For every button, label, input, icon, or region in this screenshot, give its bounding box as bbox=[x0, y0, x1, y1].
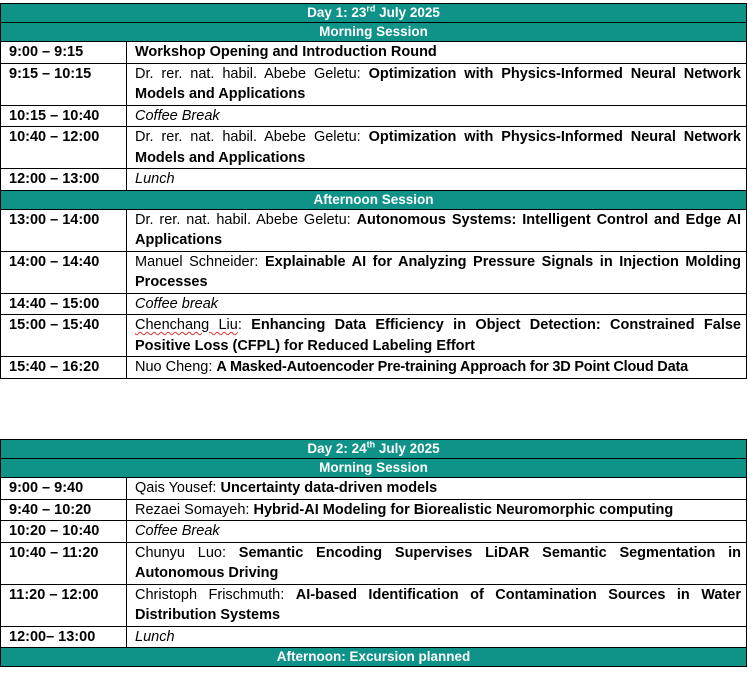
schedule-row bbox=[1, 584, 747, 626]
schedule-row bbox=[1, 293, 747, 315]
talk-cell: Dr. rer. nat. habil. Abebe Geletu: Optimization with Physics-Informed Neural Network Models and Applications bbox=[127, 127, 747, 169]
time-cell: 9:15 – 10:15 bbox=[1, 63, 127, 105]
speaker-name: Qais Yousef bbox=[135, 480, 213, 496]
talk-cell: Chenchang Liu: Enhancing Data Efficiency in Object Detection: Constrained False Positive Loss (CFPL) for Reduced Labeling Effort bbox=[127, 315, 747, 357]
time-cell: 15:00 – 15:40 bbox=[1, 315, 127, 357]
talk-title: Workshop Opening and Introduction Round bbox=[127, 42, 747, 64]
speaker-name: Chunyu Luo bbox=[135, 544, 222, 561]
schedule-row bbox=[1, 105, 747, 127]
break-note: Coffee Break bbox=[127, 521, 747, 543]
speaker-name: Nuo Cheng bbox=[135, 359, 209, 375]
schedule-row bbox=[1, 42, 747, 64]
speaker-name: Manuel Schneider bbox=[135, 253, 255, 270]
break-note: Lunch bbox=[127, 626, 747, 648]
time-cell: 14:00 – 14:40 bbox=[1, 251, 127, 293]
day1-morning-band bbox=[1, 23, 747, 42]
talk-title: Optimization with Physics-Informed Neural Network Models and Applications bbox=[135, 65, 741, 102]
time-cell: 9:00 – 9:40 bbox=[1, 478, 127, 500]
break-note: Lunch bbox=[127, 169, 747, 191]
time-cell: 15:40 – 16:20 bbox=[1, 357, 127, 379]
speaker-name: Rezaei Somayeh bbox=[135, 501, 246, 518]
schedule-row bbox=[1, 521, 747, 543]
day1-header-row bbox=[1, 4, 747, 23]
talk-title: A Masked-Autoencoder Pre-training Approach for 3D Point Cloud Data bbox=[216, 359, 688, 375]
talk-cell: Dr. rer. nat. habil. Abebe Geletu: Optimization with Physics-Informed Neural Network Models and Applications bbox=[127, 63, 747, 105]
talk-title: Enhancing Data Efficiency in Object Detection: Constrained False Positive Loss (CFPL) for Reduced Labeling Effort bbox=[135, 317, 741, 354]
schedule-row bbox=[1, 251, 747, 293]
speaker-name: Dr. rer. nat. habil. Abebe Geletu bbox=[135, 129, 357, 145]
talk-title: Autonomous Systems: Intelligent Control and Edge AI Applications bbox=[135, 211, 741, 248]
time-cell: 10:40 – 12:00 bbox=[1, 127, 127, 169]
schedule-row bbox=[1, 499, 747, 521]
time-cell: 11:20 – 12:00 bbox=[1, 584, 127, 626]
break-note: Coffee break bbox=[127, 293, 747, 315]
day2-schedule-table bbox=[0, 439, 747, 667]
talk-title: Hybrid-AI Modeling for Biorealistic Neuromorphic computing bbox=[253, 501, 674, 518]
talk-title: Explainable AI for Analyzing Pressure Signals in Injection Molding Processes bbox=[135, 253, 741, 290]
speaker-name: Chenchang Liu bbox=[135, 317, 238, 333]
day1-header: Day 1: 23rd July 2025 bbox=[1, 4, 747, 23]
schedule-row bbox=[1, 315, 747, 357]
session-label: Afternoon: Excursion planned bbox=[1, 648, 747, 667]
talk-cell: Nuo Cheng: A Masked-Autoencoder Pre-training Approach for 3D Point Cloud Data bbox=[127, 357, 747, 379]
schedule-row bbox=[1, 127, 747, 169]
speaker-name: Dr. rer. nat. habil. Abebe Geletu bbox=[135, 65, 357, 82]
time-cell: 13:00 – 14:00 bbox=[1, 209, 127, 251]
time-cell: 10:15 – 10:40 bbox=[1, 105, 127, 127]
speaker-name: Dr. rer. nat. habil. Abebe Geletu bbox=[135, 211, 347, 228]
talk-title: AI-based Identification of Contamination Sources in Water Distribution Systems bbox=[135, 586, 741, 623]
day1-afternoon-band bbox=[1, 190, 747, 209]
time-cell: 14:40 – 15:00 bbox=[1, 293, 127, 315]
schedule-row bbox=[1, 542, 747, 584]
schedule-row bbox=[1, 357, 747, 379]
time-cell: 10:20 – 10:40 bbox=[1, 521, 127, 543]
time-cell: 9:40 – 10:20 bbox=[1, 499, 127, 521]
schedule-row bbox=[1, 169, 747, 191]
day2-header-row bbox=[1, 440, 747, 459]
talk-cell: Rezaei Somayeh: Hybrid-AI Modeling for Biorealistic Neuromorphic computing bbox=[127, 499, 747, 521]
time-cell: 12:00 – 13:00 bbox=[1, 169, 127, 191]
talk-title: Uncertainty data-driven models bbox=[220, 480, 438, 496]
speaker-name: Christoph Frischmuth bbox=[135, 586, 281, 603]
schedule-row bbox=[1, 209, 747, 251]
talk-cell: Manuel Schneider: Explainable AI for Analyzing Pressure Signals in Injection Molding Processes bbox=[127, 251, 747, 293]
talk-title: Optimization with Physics-Informed Neural Network Models and Applications bbox=[135, 129, 741, 166]
session-label: Morning Session bbox=[1, 459, 747, 478]
talk-cell: Chunyu Luo: Semantic Encoding Supervises LiDAR Semantic Segmentation in Autonomous Driving bbox=[127, 542, 747, 584]
day2-afternoon-band bbox=[1, 648, 747, 667]
day2-header: Day 2: 24th July 2025 bbox=[1, 440, 747, 459]
talk-cell: Qais Yousef: Uncertainty data-driven models bbox=[127, 478, 747, 500]
schedule-row bbox=[1, 626, 747, 648]
talk-title: Semantic Encoding Supervises LiDAR Semantic Segmentation in Autonomous Driving bbox=[135, 544, 741, 581]
talk-cell: Dr. rer. nat. habil. Abebe Geletu: Autonomous Systems: Intelligent Control and Edge AI Applications bbox=[127, 209, 747, 251]
session-label: Morning Session bbox=[1, 23, 747, 42]
time-cell: 9:00 – 9:15 bbox=[1, 42, 127, 64]
break-note: Coffee Break bbox=[127, 105, 747, 127]
schedule-row bbox=[1, 478, 747, 500]
day1-schedule-table bbox=[0, 3, 747, 379]
time-cell: 12:00– 13:00 bbox=[1, 626, 127, 648]
talk-cell: Christoph Frischmuth: AI-based Identification of Contamination Sources in Water Distribution Systems bbox=[127, 584, 747, 626]
session-label: Afternoon Session bbox=[1, 190, 747, 209]
schedule-row bbox=[1, 63, 747, 105]
time-cell: 10:40 – 11:20 bbox=[1, 542, 127, 584]
day2-morning-band bbox=[1, 459, 747, 478]
